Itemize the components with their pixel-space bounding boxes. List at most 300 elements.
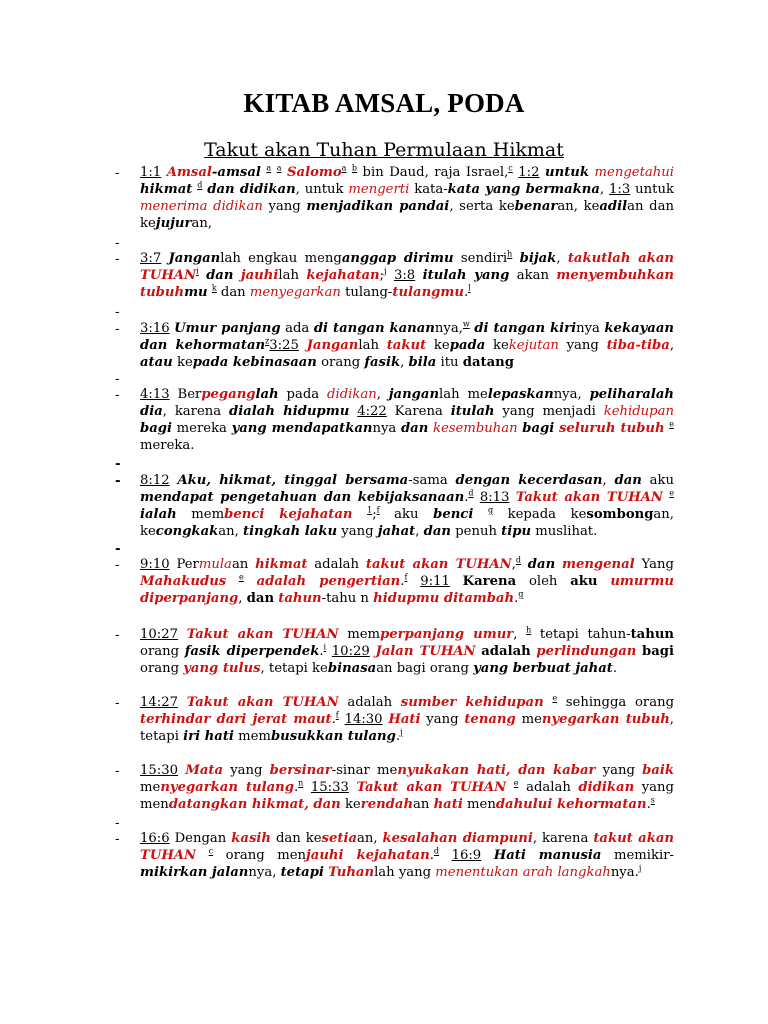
verse-text: mem — [176, 507, 225, 522]
highlighted-phrase: Hati — [388, 712, 421, 727]
footnote-marker: d — [197, 180, 203, 190]
verse-text: , tetapi — [140, 712, 674, 744]
verse-text: mereka — [172, 421, 232, 436]
verse-reference: 4:22 — [357, 404, 387, 419]
verse-text: ke — [172, 355, 193, 370]
verse-text: an, ke — [557, 199, 600, 214]
footnote-marker: a — [266, 163, 272, 173]
verse-text: men — [462, 797, 496, 812]
verse-text: nya — [372, 421, 401, 436]
verse-text: anggap dirimu — [341, 251, 454, 266]
highlighted-phrase: perpanjang umur — [380, 627, 514, 642]
verse-reference: 10:27 — [140, 627, 179, 642]
list-bullet: - — [115, 763, 120, 779]
verse-text: an — [231, 557, 256, 572]
highlighted-phrase: yang tulus — [183, 661, 261, 676]
list-bullet: - — [115, 321, 120, 337]
document-title: KITAB AMSAL, PODA — [243, 88, 525, 118]
footnote-marker: j — [384, 266, 387, 276]
verse-text: , — [513, 627, 527, 642]
list-bullet: - — [115, 557, 120, 573]
highlighted-phrase: didikan — [327, 387, 377, 402]
highlighted-phrase: nyukakan hati, dan kabar — [397, 763, 596, 778]
verse-text: dialah hidupmu — [228, 404, 350, 419]
verse-text: adalah — [481, 644, 531, 659]
footnote-marker: e — [513, 778, 519, 788]
highlighted-phrase: mengetahui — [594, 165, 674, 180]
footnote-marker: j — [400, 727, 403, 737]
verse-text: peliharalah dia — [140, 387, 674, 419]
verse-text: ke — [426, 338, 450, 353]
highlighted-phrase: menerima didikan — [140, 199, 263, 214]
highlighted-phrase: pegang — [201, 387, 256, 402]
verse-text: jujur — [155, 216, 192, 231]
verse-text: pada — [278, 387, 328, 402]
verse-text: adalah — [338, 695, 401, 710]
verse-reference: 14:27 — [140, 695, 179, 710]
verse-text: . — [612, 661, 618, 676]
highlighted-phrase: kejutan — [508, 338, 559, 353]
highlighted-phrase: baik — [642, 763, 674, 778]
verse-text: dan — [527, 557, 556, 572]
verse-text: busukkan tulang — [270, 729, 396, 744]
highlighted-phrase: hidupmu ditambah — [373, 591, 515, 606]
verse-reference: 4:13 — [140, 387, 170, 402]
list-bullet: - — [115, 251, 120, 267]
verse-text: dan didikan — [207, 182, 296, 197]
verse-reference: 8:12 — [140, 473, 170, 488]
verse-text: -tahu n — [321, 591, 374, 606]
verse-text — [512, 251, 519, 266]
verse-text: yang — [262, 199, 307, 214]
verse-text: bagi — [642, 644, 675, 659]
highlighted-phrase: adalah pengertian — [256, 574, 401, 589]
verse-paragraph — [140, 320, 674, 371]
verse-text: mereka. — [140, 438, 195, 453]
footnote-marker: n — [298, 778, 304, 788]
verse-text: sehingga orang — [557, 695, 675, 710]
verse-text — [178, 627, 187, 642]
footnote-marker: c — [508, 163, 513, 173]
list-bullet: - — [115, 165, 120, 181]
verse-text — [473, 507, 488, 522]
highlighted-phrase: tenang — [464, 712, 516, 727]
verse-text: pada — [449, 338, 486, 353]
verse-text: nya. — [610, 865, 639, 880]
verse-text: yang berbuat jahat — [473, 661, 613, 676]
verse-reference: 1:1 — [140, 165, 162, 180]
verse-text: bagi — [522, 421, 555, 436]
verse-text: amsal — [217, 165, 261, 180]
highlighted-phrase: sumber kehidupan — [400, 695, 544, 710]
verse-text: Hati manusia — [493, 848, 602, 863]
verse-text: , — [556, 251, 568, 266]
verse-text: ; — [379, 268, 385, 283]
verse-reference: 10:29 — [331, 644, 370, 659]
verse-text: mu — [184, 285, 208, 300]
verse-text: kata yang bermakna — [447, 182, 600, 197]
highlighted-phrase: kejahatan — [306, 268, 380, 283]
list-bullet: - — [115, 831, 120, 847]
verse-text: , tetapi ke — [260, 661, 328, 676]
verse-text: ada — [280, 321, 314, 336]
footnote-marker: e — [669, 488, 675, 498]
verse-text: untuk — [630, 182, 674, 197]
footnote-marker: z — [265, 336, 270, 346]
verse-text — [555, 557, 562, 572]
footnote-marker: g — [518, 589, 524, 599]
verse-text: orang — [140, 661, 184, 676]
verse-text: yang mendapatkan — [231, 421, 373, 436]
verse-text: mendapat pengetahuan dan kebijaksanaan — [140, 490, 465, 505]
verse-reference: 3:25 — [269, 338, 299, 353]
verse-text — [481, 848, 494, 863]
verse-reference: 16:6 — [140, 831, 170, 846]
verse-text: nya, — [248, 865, 281, 880]
verse-text: , karena — [162, 404, 229, 419]
highlighted-phrase: Jalan TUHAN — [375, 644, 476, 659]
highlighted-phrase: seluruh tubuh — [558, 421, 665, 436]
verse-text: memikir- — [601, 848, 674, 863]
verse-reference: 15:30 — [140, 763, 179, 778]
verse-text — [199, 268, 206, 283]
highlighted-phrase: Takut akan TUHAN — [186, 695, 339, 710]
highlighted-phrase: terhindar dari jerat maut — [140, 712, 332, 727]
highlighted-phrase: kasih — [231, 831, 271, 846]
list-bullet: - — [115, 371, 120, 387]
highlighted-phrase: mengenal — [561, 557, 635, 572]
verse-text: orang — [140, 644, 185, 659]
verse-text: mikirkan jalan — [140, 865, 249, 880]
verse-text — [407, 574, 420, 589]
verse-text: orang — [316, 355, 365, 370]
verse-text: benar — [514, 199, 558, 214]
verse-paragraph — [140, 472, 674, 540]
highlighted-phrase: jauhi kejahatan — [306, 848, 430, 863]
verse-text: tipu — [501, 524, 532, 539]
highlighted-phrase: didikan — [578, 780, 635, 795]
footnote-marker: a — [341, 163, 347, 173]
verse-text: tetapi — [280, 865, 324, 880]
verse-text: mem — [233, 729, 271, 744]
verse-text: yang — [223, 763, 270, 778]
verse-text: , — [669, 338, 675, 353]
verse-text: bila — [408, 355, 437, 370]
verse-text — [196, 848, 209, 863]
list-bullet: - — [115, 541, 121, 557]
verse-text: , — [511, 557, 516, 572]
list-bullet: - — [115, 815, 120, 831]
footnote-marker: k — [211, 283, 217, 293]
verse-text: an, ke — [140, 507, 674, 539]
verse-text: congkak — [155, 524, 219, 539]
footnote-marker: d — [515, 555, 521, 565]
verse-text — [353, 507, 368, 522]
verse-text: . — [395, 729, 401, 744]
footnote-marker: h — [507, 249, 513, 259]
verse-text: dan — [614, 473, 642, 488]
highlighted-phrase: Salomo — [287, 165, 342, 180]
verse-text — [521, 557, 528, 572]
highlighted-phrase: umurmu diperpanjang — [140, 574, 674, 606]
verse-text: . — [463, 285, 469, 300]
verse-text: . — [514, 591, 519, 606]
footnote-marker: d — [433, 846, 440, 856]
verse-paragraph — [140, 762, 674, 813]
verse-text: itulah yang — [422, 268, 510, 283]
verse-text: -sama — [408, 473, 456, 488]
verse-text: penuh — [451, 524, 502, 539]
verse-text: , serta ke — [449, 199, 515, 214]
verse-text: , — [599, 182, 610, 197]
verse-text — [299, 338, 307, 353]
verse-text: kata- — [409, 182, 448, 197]
verse-text: , — [238, 591, 247, 606]
verse-text: yang — [595, 763, 643, 778]
verse-paragraph — [140, 250, 674, 301]
highlighted-phrase: tulangmu — [392, 285, 464, 300]
verse-text: adalah — [307, 557, 366, 572]
highlighted-phrase: nyegarkan tubuh — [541, 712, 670, 727]
highlighted-phrase: benci kejahatan — [224, 507, 353, 522]
verse-text — [506, 780, 514, 795]
verse-text: an dan ke — [140, 199, 674, 231]
verse-reference: 15:33 — [310, 780, 349, 795]
highlighted-phrase: takutlah akan TUHAN — [140, 251, 674, 283]
highlighted-phrase: Tuhan — [328, 865, 375, 880]
section-heading: Takut akan Tuhan Permulaan Hikmat — [204, 139, 564, 161]
footnote-marker: a — [276, 163, 282, 173]
verse-text: jahat — [377, 524, 416, 539]
footnote-marker: c — [208, 846, 214, 856]
verse-text: Yang — [634, 557, 674, 572]
highlighted-phrase: datangkan hikmat, dan — [168, 797, 341, 812]
verse-text: Ber — [169, 387, 202, 402]
verse-text: yang — [420, 712, 465, 727]
verse-paragraph — [140, 386, 674, 454]
verse-reference: 3:16 — [140, 321, 170, 336]
highlighted-phrase: menentukan arah langkah — [435, 865, 611, 880]
verse-text: dan ke — [270, 831, 322, 846]
highlighted-phrase: hikmat — [255, 557, 308, 572]
highlighted-phrase: kesembuhan — [432, 421, 518, 436]
verse-text: benci — [433, 507, 474, 522]
verse-text: sombong — [586, 507, 654, 522]
highlighted-phrase: hati — [433, 797, 463, 812]
footnote-marker: i — [323, 642, 327, 652]
verse-text: . — [400, 574, 405, 589]
verse-text: yang menjadi — [494, 404, 604, 419]
verse-reference: 1:2 — [518, 165, 540, 180]
verse-reference: 3:8 — [393, 268, 416, 283]
verse-text: fasik — [364, 355, 401, 370]
verse-text: lah — [255, 387, 279, 402]
verse-text — [439, 848, 452, 863]
verse-text: jangan — [388, 387, 440, 402]
verse-text: tulang- — [340, 285, 393, 300]
verse-text — [303, 780, 311, 795]
highlighted-phrase: Amsal — [166, 165, 212, 180]
list-bullet: - — [115, 695, 120, 711]
verse-text: dan — [206, 268, 234, 283]
verse-text: adil — [599, 199, 628, 214]
verse-text: - — [211, 165, 218, 180]
verse-reference: 1:3 — [609, 182, 631, 197]
verse-text: bagi — [140, 421, 172, 436]
verse-text: , — [376, 387, 389, 402]
footnote-marker: e — [552, 693, 558, 703]
verse-text: Aku, hikmat, tinggal bersama — [177, 473, 409, 488]
highlighted-phrase: Mahakudus — [140, 574, 227, 589]
highlighted-phrase: Takut akan TUHAN — [515, 490, 663, 505]
verse-text: Karena — [386, 404, 451, 419]
verse-text: me — [515, 712, 542, 727]
verse-text: orang men — [213, 848, 307, 863]
verse-paragraph — [140, 694, 674, 745]
highlighted-phrase: mula — [198, 557, 232, 572]
highlighted-phrase: tahun — [278, 591, 322, 606]
verse-text — [349, 404, 357, 419]
footnote-marker: f — [376, 505, 380, 515]
highlighted-phrase: Jangan — [306, 338, 359, 353]
highlighted-phrase: dahului kehormatan — [495, 797, 647, 812]
verse-text: tahun — [630, 627, 674, 642]
highlighted-phrase: tiba-tiba — [606, 338, 670, 353]
highlighted-phrase: perlindungan — [536, 644, 637, 659]
highlighted-phrase: kehidupan — [603, 404, 674, 419]
verse-text: dengan kecerdasan — [455, 473, 603, 488]
verse-reference: 9:10 — [140, 557, 170, 572]
highlighted-phrase: takut akan TUHAN — [365, 557, 512, 572]
list-bullet: - — [115, 473, 121, 489]
verse-text: aku — [641, 473, 674, 488]
highlighted-phrase: jauhi — [240, 268, 279, 283]
verse-text: , — [602, 473, 615, 488]
verse-text: untuk — [545, 165, 590, 180]
verse-text: binasa — [327, 661, 377, 676]
list-bullet: - — [115, 627, 120, 643]
verse-text: atau — [140, 355, 173, 370]
verse-text: nya — [576, 321, 605, 336]
verse-text: aku — [570, 574, 598, 589]
verse-text: . — [331, 712, 336, 727]
verse-text: datang — [462, 355, 514, 370]
verse-text: iri hati — [183, 729, 234, 744]
verse-text: , untuk — [295, 182, 349, 197]
verse-reference: 8:13 — [479, 490, 510, 505]
verse-text: yang — [337, 524, 378, 539]
verse-text: an — [413, 797, 434, 812]
verse-paragraph — [140, 556, 674, 607]
verse-text: bijak — [519, 251, 557, 266]
verse-text: , — [415, 524, 424, 539]
verse-text: ialah — [140, 507, 177, 522]
verse-text — [178, 695, 187, 710]
verse-text: ke — [340, 797, 361, 812]
verse-text — [387, 268, 394, 283]
highlighted-phrase: takut akan TUHAN — [140, 831, 674, 863]
verse-text: menjadikan pandai — [306, 199, 450, 214]
verse-text: fasik diperpendek — [184, 644, 320, 659]
footnote-marker: l — [468, 283, 471, 293]
verse-text: , karena — [532, 831, 594, 846]
verse-text: mem — [338, 627, 381, 642]
verse-text — [450, 574, 463, 589]
verse-text: sendiri — [453, 251, 508, 266]
verse-text: dan — [246, 591, 275, 606]
highlighted-phrase: setia — [321, 831, 358, 846]
verse-text: kekayaan dan kehormatan — [140, 321, 674, 353]
verse-text: nya, — [553, 387, 590, 402]
highlighted-phrase: mengerti — [348, 182, 410, 197]
verse-text — [415, 268, 422, 283]
verse-text: Umur panjang — [174, 321, 281, 336]
verse-text — [161, 251, 168, 266]
verse-text — [226, 574, 239, 589]
verse-text: Dengan — [169, 831, 232, 846]
verse-text: . — [646, 797, 651, 812]
verse-text: akan — [509, 268, 557, 283]
highlighted-phrase: kesalahan diampuni — [382, 831, 533, 846]
highlighted-phrase: rendah — [360, 797, 414, 812]
list-bullet: - — [115, 456, 121, 472]
footnote-marker: h — [526, 625, 532, 635]
verse-text: -sinar me — [331, 763, 398, 778]
footnote-marker: s — [650, 795, 655, 805]
footnote-marker: f — [404, 572, 408, 582]
verse-text: Jangan — [168, 251, 221, 266]
verse-text: ; — [372, 507, 377, 522]
verse-reference: 16:9 — [451, 848, 482, 863]
verse-text: lah — [278, 268, 307, 283]
verse-text: . — [319, 644, 324, 659]
footnote-marker: d — [468, 488, 474, 498]
highlighted-phrase: bersinar — [269, 763, 332, 778]
footnote-marker: b — [351, 163, 358, 173]
verse-text — [244, 574, 257, 589]
verse-text: an, — [218, 524, 244, 539]
verse-paragraph — [140, 626, 674, 677]
footnote-marker: w — [462, 319, 470, 329]
verse-text: Per — [169, 557, 199, 572]
verse-text: di tangan kanan — [313, 321, 435, 336]
highlighted-phrase: menyegarkan — [249, 285, 341, 300]
verse-text: aku — [379, 507, 434, 522]
verse-text: kepada ke — [493, 507, 587, 522]
verse-text: . — [429, 848, 434, 863]
verse-text: bin Daud, raja Israel, — [357, 165, 509, 180]
highlighted-phrase: takut — [386, 338, 427, 353]
verse-text: itu — [436, 355, 463, 370]
verse-text: , — [400, 355, 409, 370]
list-bullet: - — [115, 387, 120, 403]
verse-text — [233, 268, 240, 283]
verse-text — [598, 574, 611, 589]
verse-reference: 14:30 — [344, 712, 383, 727]
footnote-marker: e — [669, 419, 674, 429]
verse-text: dan — [423, 524, 452, 539]
verse-text: hikmat — [140, 182, 193, 197]
verse-text: Karena — [462, 574, 517, 589]
verse-text: lah engkau meng — [220, 251, 342, 266]
verse-text: lah — [358, 338, 387, 353]
highlighted-phrase: menyembuhkan tubuh — [140, 268, 675, 300]
verse-text: muslihat. — [531, 524, 598, 539]
footnote-marker: i — [196, 266, 199, 276]
verse-text: dan — [216, 285, 250, 300]
verse-text: . — [293, 780, 299, 795]
verse-text: lah yang — [374, 865, 436, 880]
